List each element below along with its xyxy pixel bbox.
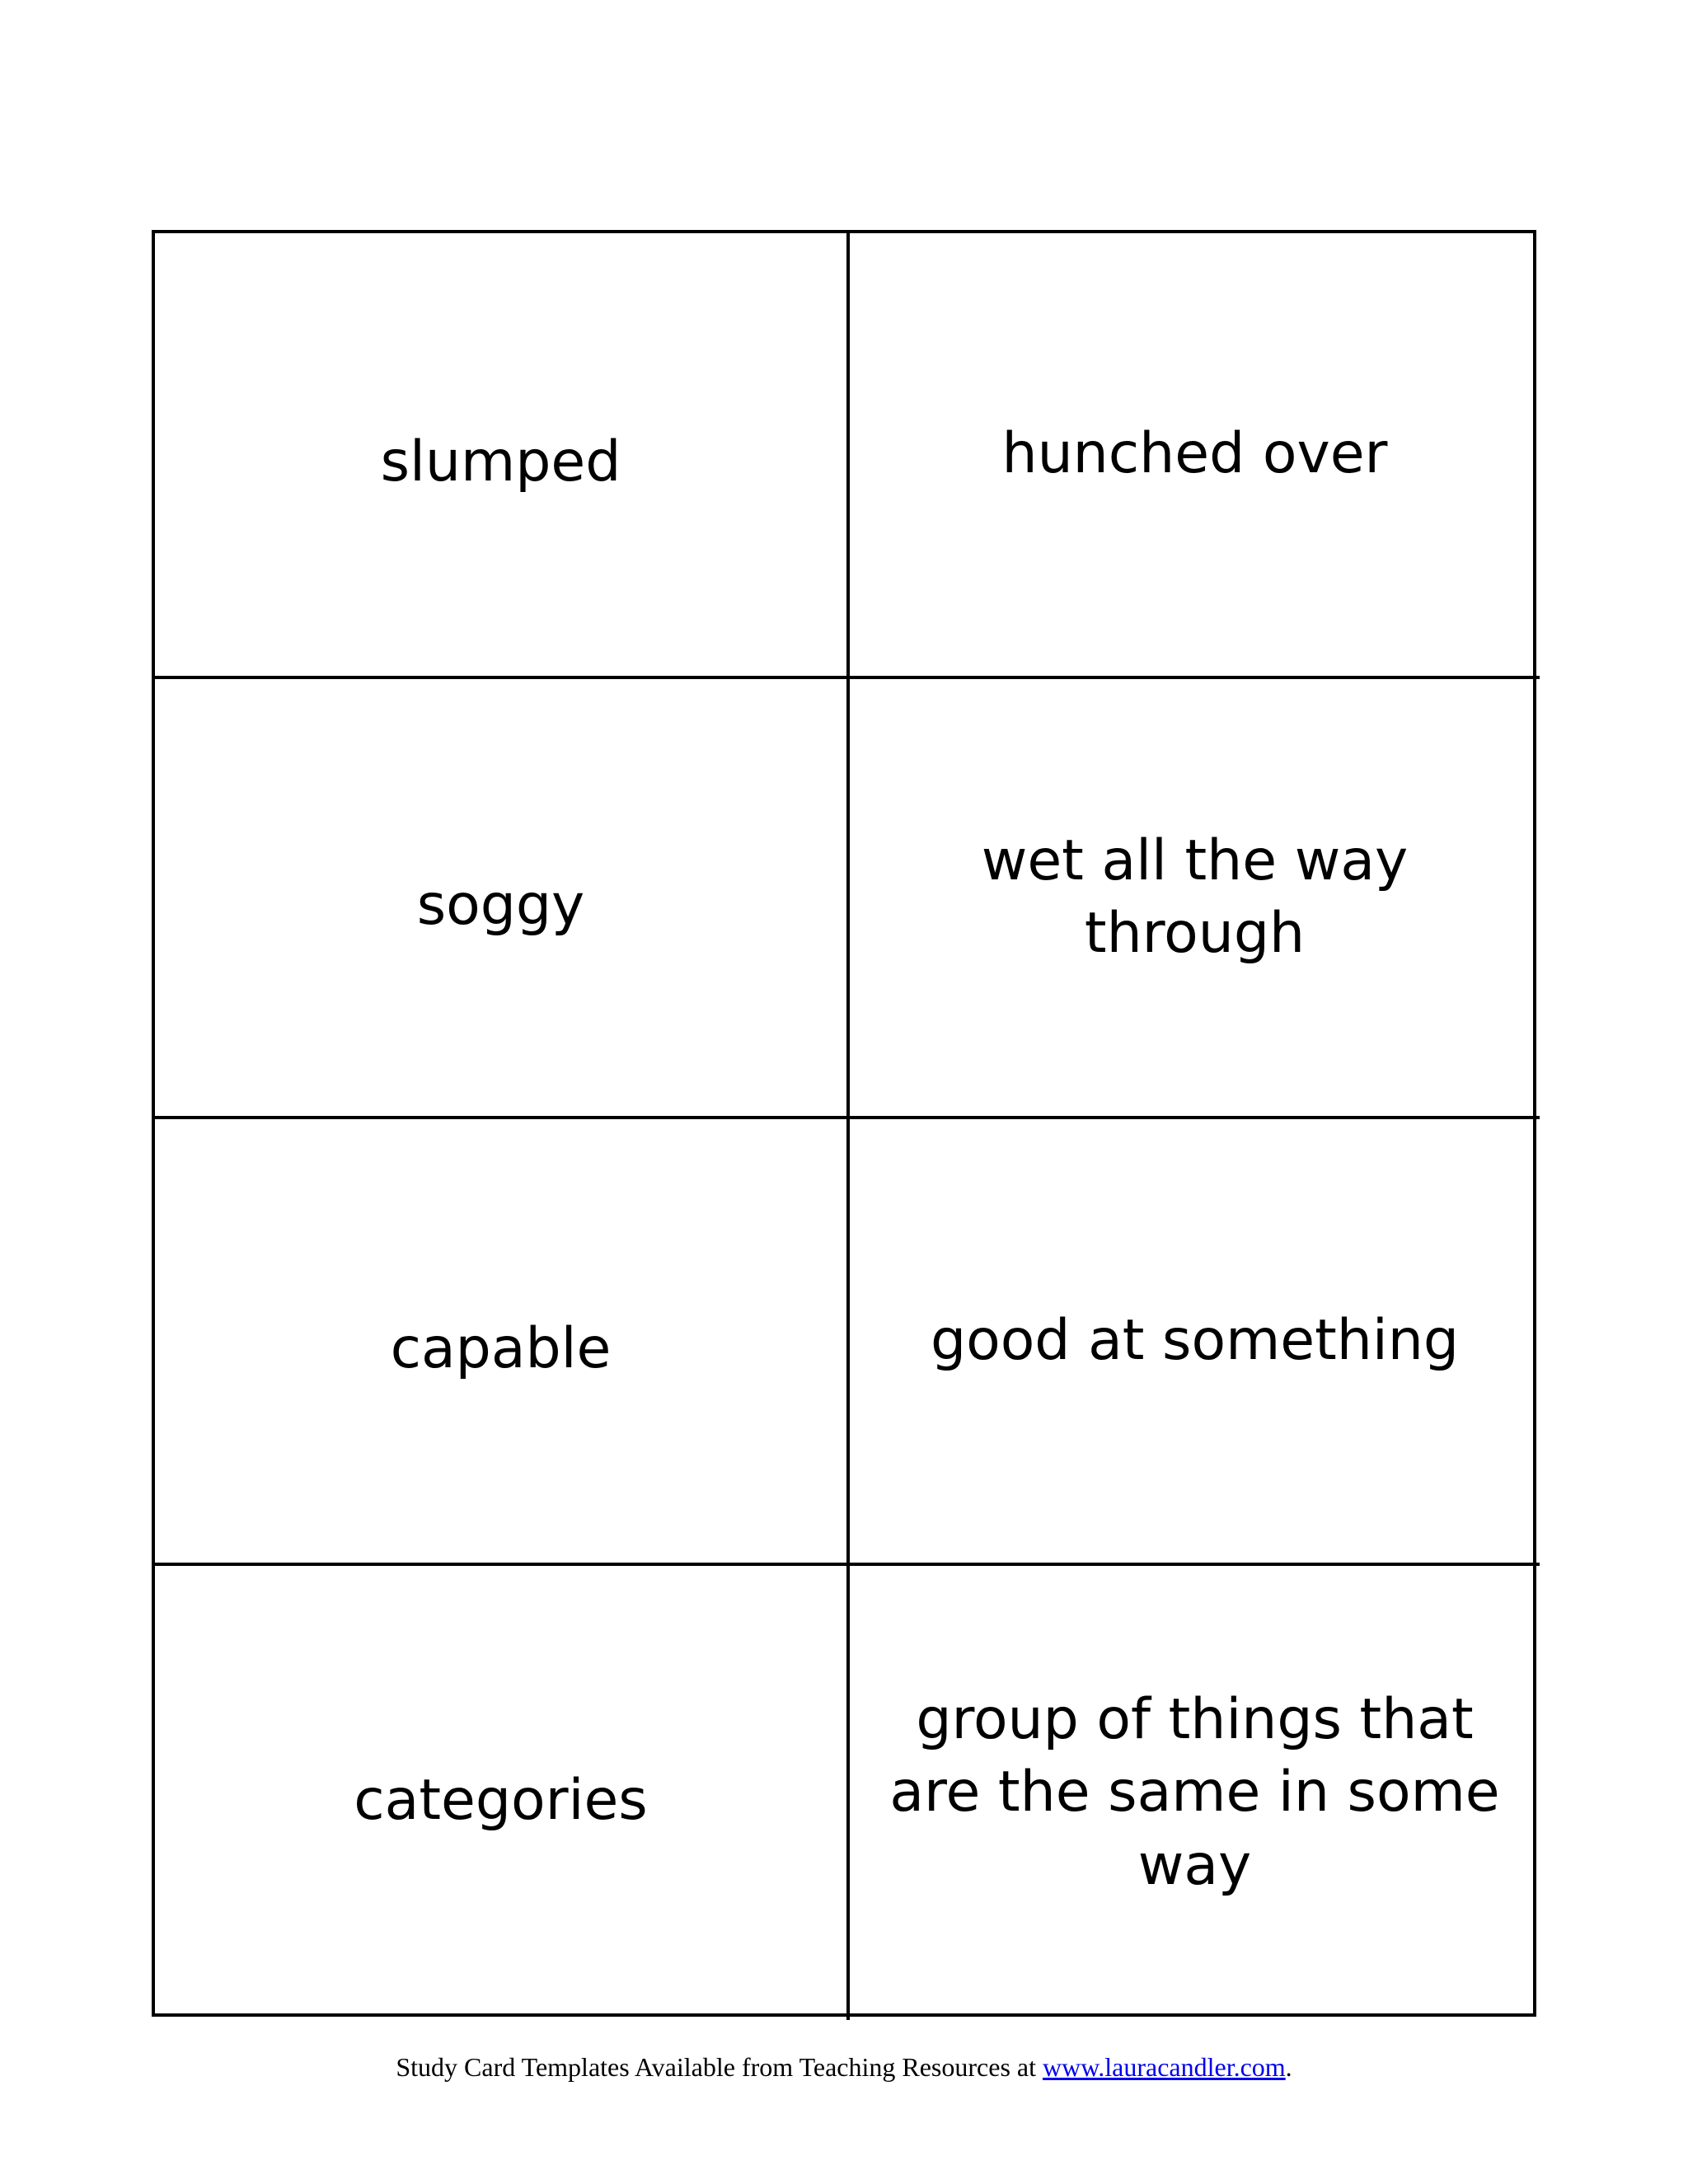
card-definition-text: good at something [930,1307,1460,1373]
footer-credit [0,2052,1688,2083]
card-term-text: categories [354,1768,648,1834]
footer-text: Study Card Templates Available from Teaching Resources at [396,2052,1043,2082]
card-definition [850,1119,1540,1566]
card-term-text: slumped [380,429,621,495]
card-term-text: soggy [416,872,585,938]
card-definition-text: wet all the way through [981,827,1409,966]
card-definition-text: group of things that are the same in some way [889,1686,1500,1898]
card-term-text: capable [390,1315,612,1381]
card-definition [850,233,1540,679]
card-term [155,233,850,679]
card-definition [850,679,1540,1119]
card-term [155,1119,850,1566]
card-definition-text: hunched over [1001,421,1388,487]
study-card-grid [152,230,1536,2017]
card-term [155,679,850,1119]
footer-suffix: . [1285,2052,1292,2082]
card-term [155,1566,850,2020]
card-definition [850,1566,1540,2020]
lauracandler-link[interactable]: www.lauracandler.com [1042,2052,1286,2082]
